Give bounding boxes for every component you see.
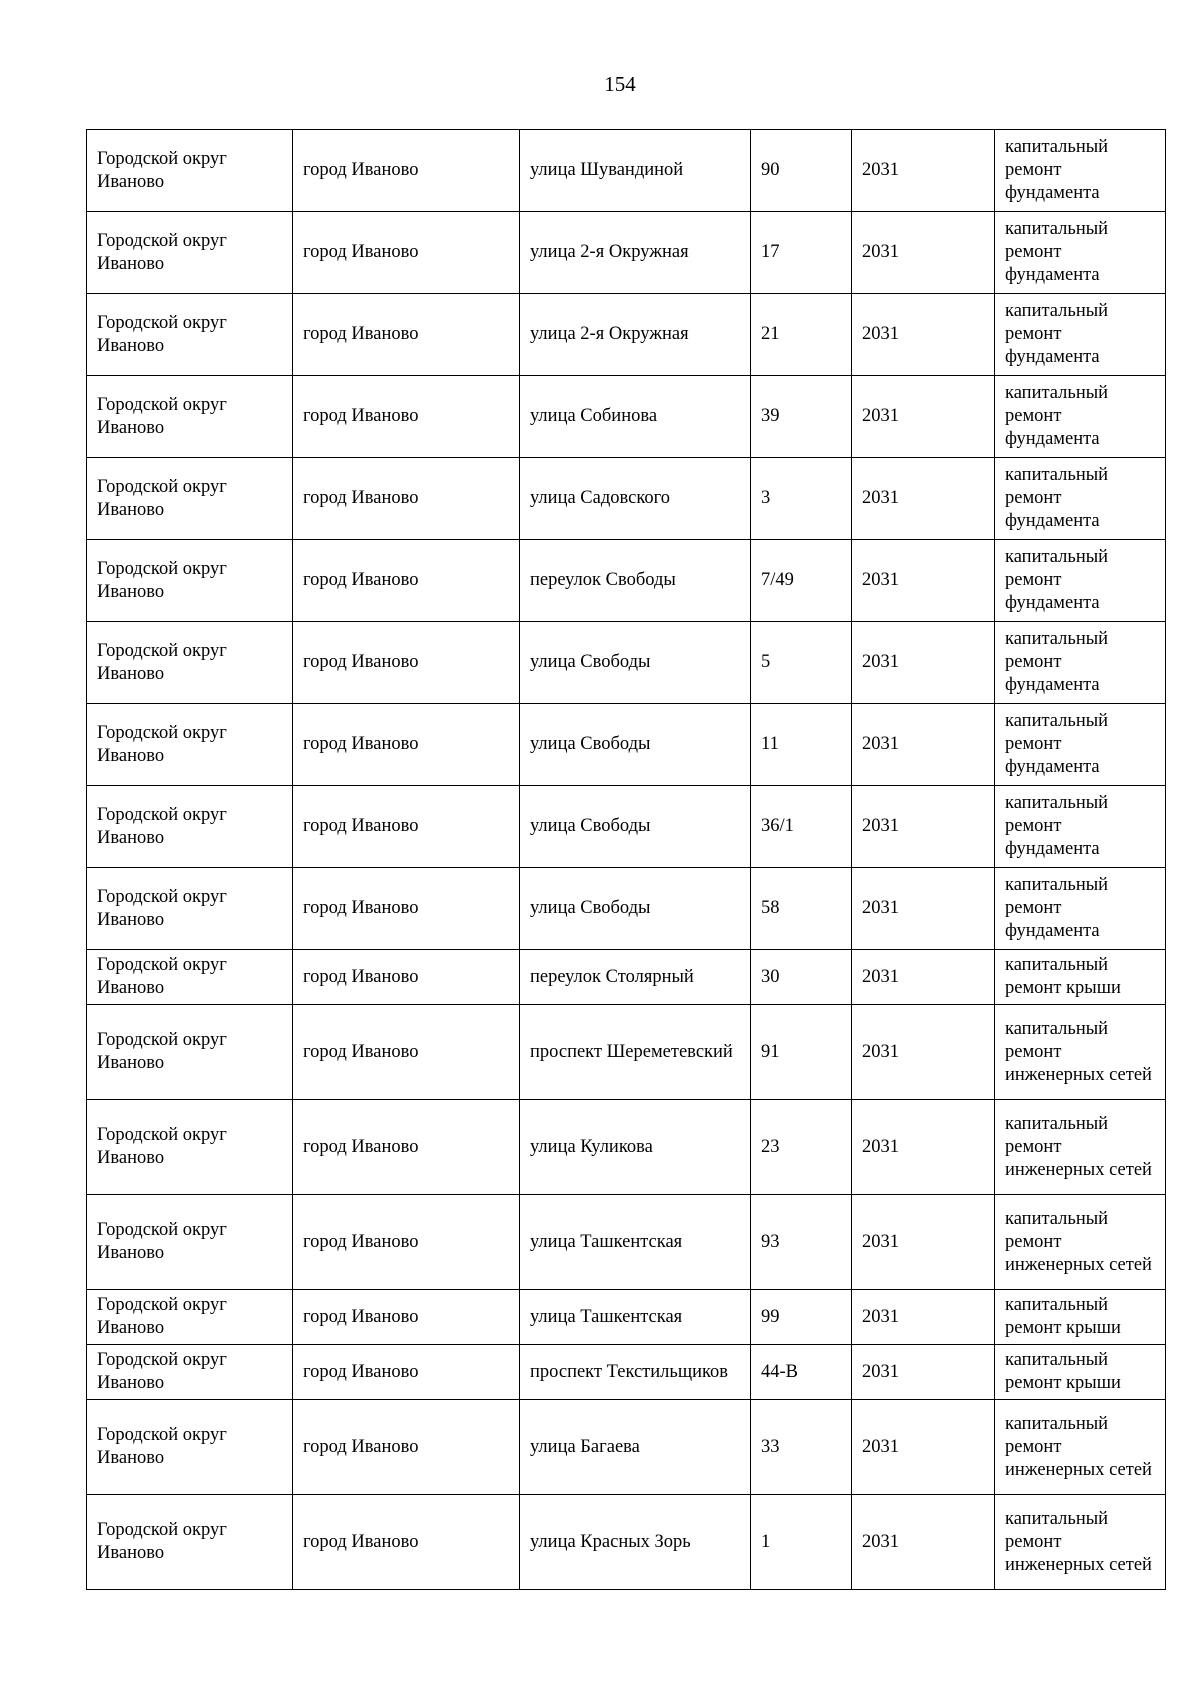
cell-locality: город Иваново — [293, 376, 520, 458]
cell-street: улица Куликова — [520, 1100, 751, 1195]
cell-district: Городской округ Иваново — [87, 1100, 293, 1195]
cell-year: 2031 — [852, 294, 995, 376]
cell-house-number: 17 — [751, 212, 852, 294]
table-row — [87, 294, 1166, 376]
cell-street: улица 2-я Окружная — [520, 212, 751, 294]
cell-work-type: капитальный ремонт крыши — [995, 1290, 1166, 1345]
cell-district: Городской округ Иваново — [87, 1400, 293, 1495]
cell-street: улица Свободы — [520, 868, 751, 950]
cell-work-type: капитальный ремонт фундамента — [995, 376, 1166, 458]
table-row — [87, 540, 1166, 622]
table-row — [87, 1195, 1166, 1290]
table-row — [87, 868, 1166, 950]
cell-house-number: 3 — [751, 458, 852, 540]
cell-locality: город Иваново — [293, 704, 520, 786]
cell-street: улица Красных Зорь — [520, 1495, 751, 1590]
table-row — [87, 1400, 1166, 1495]
cell-street: улица Шувандиной — [520, 130, 751, 212]
cell-house-number: 30 — [751, 950, 852, 1005]
cell-year: 2031 — [852, 130, 995, 212]
cell-street: улица Свободы — [520, 786, 751, 868]
cell-house-number: 11 — [751, 704, 852, 786]
cell-street: проспект Текстильщиков — [520, 1345, 751, 1400]
cell-street: переулок Свободы — [520, 540, 751, 622]
cell-house-number: 21 — [751, 294, 852, 376]
cell-street: проспект Шереметевский — [520, 1005, 751, 1100]
table-row — [87, 950, 1166, 1005]
cell-locality: город Иваново — [293, 786, 520, 868]
cell-year: 2031 — [852, 1290, 995, 1345]
cell-district: Городской округ Иваново — [87, 950, 293, 1005]
cell-year: 2031 — [852, 704, 995, 786]
cell-work-type: капитальный ремонт крыши — [995, 1345, 1166, 1400]
cell-district: Городской округ Иваново — [87, 704, 293, 786]
cell-year: 2031 — [852, 1100, 995, 1195]
cell-house-number: 7/49 — [751, 540, 852, 622]
cell-house-number: 93 — [751, 1195, 852, 1290]
table-row — [87, 786, 1166, 868]
cell-house-number: 44-В — [751, 1345, 852, 1400]
table-row — [87, 1005, 1166, 1100]
cell-locality: город Иваново — [293, 868, 520, 950]
cell-year: 2031 — [852, 868, 995, 950]
cell-locality: город Иваново — [293, 1400, 520, 1495]
cell-house-number: 58 — [751, 868, 852, 950]
cell-year: 2031 — [852, 376, 995, 458]
cell-district: Городской округ Иваново — [87, 622, 293, 704]
cell-district: Городской округ Иваново — [87, 212, 293, 294]
cell-house-number: 99 — [751, 1290, 852, 1345]
cell-locality: город Иваново — [293, 1100, 520, 1195]
cell-house-number: 23 — [751, 1100, 852, 1195]
table-row — [87, 212, 1166, 294]
cell-house-number: 36/1 — [751, 786, 852, 868]
cell-house-number: 1 — [751, 1495, 852, 1590]
cell-locality: город Иваново — [293, 1290, 520, 1345]
cell-house-number: 33 — [751, 1400, 852, 1495]
table-row — [87, 1345, 1166, 1400]
repair-schedule-table — [86, 129, 1166, 1590]
cell-work-type: капитальный ремонт фундамента — [995, 212, 1166, 294]
table-body — [87, 130, 1166, 1590]
cell-work-type: капитальный ремонт фундамента — [995, 704, 1166, 786]
cell-district: Городской округ Иваново — [87, 1195, 293, 1290]
cell-locality: город Иваново — [293, 622, 520, 704]
cell-locality: город Иваново — [293, 294, 520, 376]
cell-district: Городской округ Иваново — [87, 1495, 293, 1590]
table-row — [87, 130, 1166, 212]
cell-year: 2031 — [852, 458, 995, 540]
cell-street: переулок Столярный — [520, 950, 751, 1005]
cell-locality: город Иваново — [293, 1005, 520, 1100]
table-row — [87, 704, 1166, 786]
cell-district: Городской округ Иваново — [87, 376, 293, 458]
cell-district: Городской округ Иваново — [87, 130, 293, 212]
cell-year: 2031 — [852, 950, 995, 1005]
cell-street: улица 2-я Окружная — [520, 294, 751, 376]
cell-house-number: 91 — [751, 1005, 852, 1100]
cell-district: Городской округ Иваново — [87, 868, 293, 950]
table-row — [87, 458, 1166, 540]
cell-work-type: капитальный ремонт фундамента — [995, 868, 1166, 950]
cell-district: Городской округ Иваново — [87, 1290, 293, 1345]
cell-year: 2031 — [852, 212, 995, 294]
cell-street: улица Ташкентская — [520, 1290, 751, 1345]
cell-work-type: капитальный ремонт фундамента — [995, 786, 1166, 868]
table-row — [87, 1495, 1166, 1590]
cell-district: Городской округ Иваново — [87, 458, 293, 540]
cell-locality: город Иваново — [293, 950, 520, 1005]
cell-year: 2031 — [852, 1005, 995, 1100]
table-row — [87, 376, 1166, 458]
cell-work-type: капитальный ремонт фундамента — [995, 294, 1166, 376]
cell-district: Городской округ Иваново — [87, 294, 293, 376]
cell-year: 2031 — [852, 786, 995, 868]
cell-locality: город Иваново — [293, 212, 520, 294]
cell-year: 2031 — [852, 1195, 995, 1290]
table-row — [87, 1290, 1166, 1345]
cell-work-type: капитальный ремонт инженерных сетей — [995, 1100, 1166, 1195]
cell-house-number: 5 — [751, 622, 852, 704]
table-row — [87, 1100, 1166, 1195]
cell-street: улица Багаева — [520, 1400, 751, 1495]
cell-locality: город Иваново — [293, 1345, 520, 1400]
cell-district: Городской округ Иваново — [87, 1005, 293, 1100]
cell-district: Городской округ Иваново — [87, 540, 293, 622]
cell-street: улица Собинова — [520, 376, 751, 458]
cell-locality: город Иваново — [293, 458, 520, 540]
cell-locality: город Иваново — [293, 540, 520, 622]
page-number: 154 — [604, 72, 636, 96]
cell-work-type: капитальный ремонт фундамента — [995, 130, 1166, 212]
cell-work-type: капитальный ремонт фундамента — [995, 540, 1166, 622]
cell-year: 2031 — [852, 540, 995, 622]
cell-house-number: 90 — [751, 130, 852, 212]
cell-work-type: капитальный ремонт фундамента — [995, 622, 1166, 704]
cell-house-number: 39 — [751, 376, 852, 458]
cell-street: улица Свободы — [520, 622, 751, 704]
cell-year: 2031 — [852, 622, 995, 704]
cell-work-type: капитальный ремонт инженерных сетей — [995, 1495, 1166, 1590]
cell-year: 2031 — [852, 1400, 995, 1495]
cell-work-type: капитальный ремонт крыши — [995, 950, 1166, 1005]
cell-locality: город Иваново — [293, 1195, 520, 1290]
cell-district: Городской округ Иваново — [87, 1345, 293, 1400]
table-row — [87, 622, 1166, 704]
cell-work-type: капитальный ремонт инженерных сетей — [995, 1195, 1166, 1290]
cell-work-type: капитальный ремонт инженерных сетей — [995, 1400, 1166, 1495]
cell-year: 2031 — [852, 1495, 995, 1590]
cell-locality: город Иваново — [293, 130, 520, 212]
cell-work-type: капитальный ремонт инженерных сетей — [995, 1005, 1166, 1100]
cell-year: 2031 — [852, 1345, 995, 1400]
cell-work-type: капитальный ремонт фундамента — [995, 458, 1166, 540]
cell-street: улица Садовского — [520, 458, 751, 540]
cell-street: улица Ташкентская — [520, 1195, 751, 1290]
cell-street: улица Свободы — [520, 704, 751, 786]
cell-locality: город Иваново — [293, 1495, 520, 1590]
cell-district: Городской округ Иваново — [87, 786, 293, 868]
